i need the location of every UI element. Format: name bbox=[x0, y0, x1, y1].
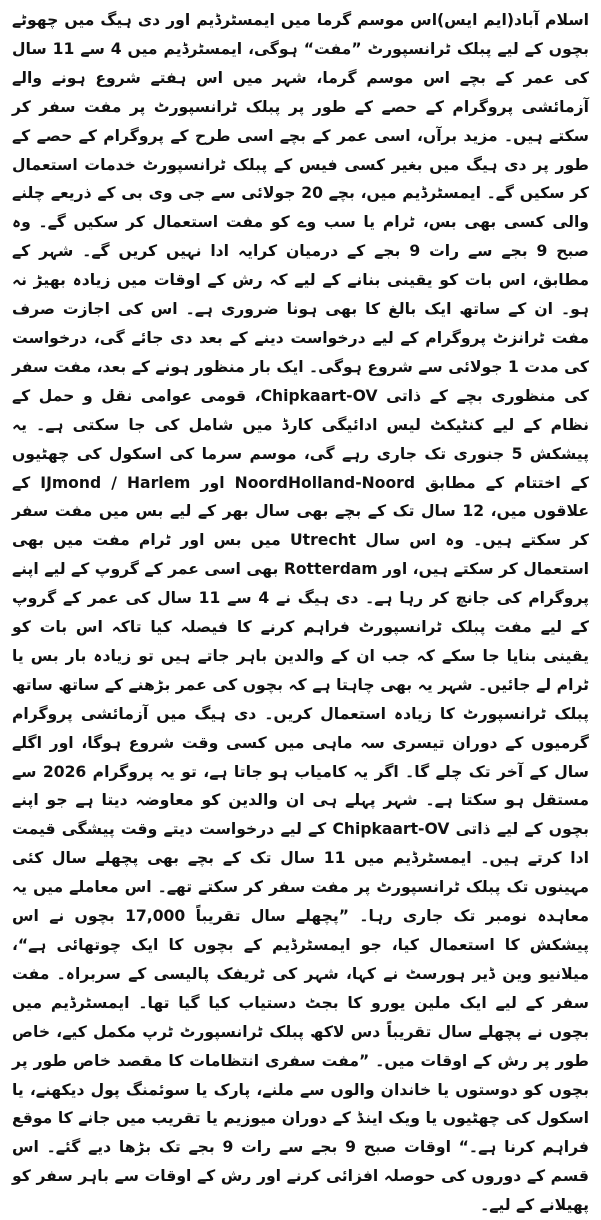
article-body-text: اسلام آباد(ایم ایس)اس موسم گرما میں ایمسٹرڈیم اور دی ہیگ میں چھوٹے بچوں کے لیے پبلک ٹرانسپورٹ ”مفت“ ہوگی، ایمسٹرڈیم میں 4 سے 11 سال کی عمر کے بچے اس موسم گرما، شہر میں اس ہفتے شروع ہونے والے آزمائشی پروگرام کے حصے کے طور پر پبلک ٹرانسپورٹ پر مفت سفر کر سکتے ہیں۔ مزید برآں، اسی عمر کے بچے اسی طرح کے پروگرام کے حصے کے طور پر دی ہیگ میں بغیر کسی فیس کے پبلک ٹرانسپورٹ خدمات استعمال کر سکیں گے۔ ایمسٹرڈیم میں، بچے 20 جولائی سے جی وی بی کے ذریعے چلنے والی کسی بھی بس، ٹرام یا سب وے کو مفت استعمال کر سکیں گے۔ وہ صبح 9 بجے سے رات 9 بجے کے درمیان کرایہ ادا نہیں کریں گے۔ شہر کے مطابق، اس بات کو یقینی بنانے کے لیے کہ رش کے اوقات میں زیادہ بھیڑ نہ ہو۔ ان کے ساتھ ایک بالغ کا بھی ہونا ضروری ہے۔ اس کی اجازت صرف مفت ٹرانزٹ پروگرام کے لیے درخواست دینے کے بعد دی جائے گی، درخواست کی مدت 1 جولائی سے شروع ہوگی۔ ایک بار منظور ہونے کے بعد، مفت سفر کی منظوری بچے کے ذاتی Chipkaart-OV، قومی عوامی نقل و حمل کے نظام کے لیے کنٹیکٹ لیس ادائیگی کارڈ میں شامل کی جا سکتی ہے۔ یہ پیشکش 5 جنوری تک جاری رہے گی، موسم سرما کی اسکول کی چھٹیوں کے اختتام کے مطابق NoordHolland-Noord اور IJmond / Harlem کے علاقوں میں، 12 سال تک کے بچے بھی سال بھر کے لیے بس میں مفت سفر کر سکتے ہیں۔ وہ اس سال Utrecht میں بس اور ٹرام مفت میں بھی استعمال کر سکتے ہیں، اور Rotterdam بھی اسی عمر کے گروپ کے لیے اپنے پروگرام کی جانچ کر رہا ہے۔ دی ہیگ نے 4 سے 11 سال کی عمر کے گروپ کے لیے مفت پبلک ٹرانسپورٹ فراہم کرنے کا فیصلہ کیا تاکہ اس بات کو یقینی بنایا جا سکے کہ جب ان کے والدین باہر جاتے ہیں تو زیادہ بار بس یا ٹرام لے جائیں۔ شہر یہ بھی چاہتا ہے کہ بچوں کی عمر بڑھنے کے ساتھ ساتھ پبلک ٹرانسپورٹ کا زیادہ استعمال کریں۔ دی ہیگ میں آزمائشی پروگرام گرمیوں کے دوران تیسری سہ ماہی میں کسی وقت شروع ہوگا، اور اگلے سال کے آخر تک چلے گا۔ اگر یہ کامیاب ہو جاتا ہے، تو یہ پروگرام 2026 سے مستقل ہو سکتا ہے۔ شہر پہلے ہی ان والدین کو معاوضہ دیتا ہے جو اپنے بچوں کے لیے ذاتی Chipkaart-OV کے لیے درخواست دیتے وقت پیشگی قیمت ادا کرتے ہیں۔ ایمسٹرڈیم میں 11 سال تک کے بچے بھی پچھلے سال کئی مہینوں تک پبلک ٹرانسپورٹ پر مفت سفر کر سکتے تھے۔ اس معاملے میں یہ معاہدہ نومبر تک جاری رہا۔ ”پچھلے سال تقریباً 17,000 بچوں نے اس پیشکش کا استعمال کیا، جو ایمسٹرڈیم کے بچوں کا ایک چوتھائی ہے“، میلانیو وین ڈیر ہورسٹ نے کہا، شہر کی ٹریفک پالیسی کے سربراہ۔ مفت سفر کے لیے ایک ملین یورو کا بجٹ دستیاب کیا گیا تھا۔ ایمسٹرڈیم میں بچوں نے پچھلے سال تقریباً دس لاکھ پبلک ٹرانسپورٹ ٹرپ مکمل کیے، خاص طور پر رش کے اوقات میں۔ ”مفت سفری انتظامات کا مقصد خاص طور پر بچوں کو دوستوں یا خاندان والوں سے ملنے، پارک یا سوئمنگ پول دیکھنے، یا اسکول کی چھٹیوں یا ویک اینڈ کے دوران میوزیم یا تقریب میں جانے کا موقع فراہم کرنا ہے۔“ اوقات صبح 9 بجے سے رات 9 بجے تک بڑھا دیے گئے۔ اس قسم کے دوروں کی حوصلہ افزائی کرنے اور رش کے اوقات سے باہر سفر کو پھیلانے کے لیے۔ bbox=[12, 11, 589, 1215]
